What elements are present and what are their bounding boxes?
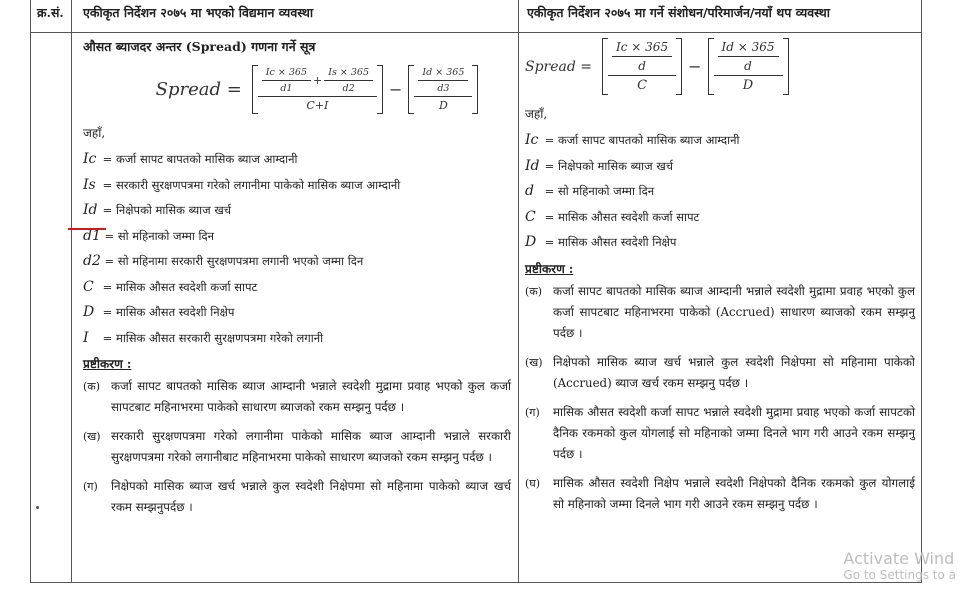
formula-lhs: Spread =: [525, 58, 593, 75]
spread-formula: [525, 38, 915, 95]
definition-item: d = सो महिनाको जम्मा दिन: [525, 183, 655, 199]
column-divider: [71, 0, 72, 582]
outer-fraction: [714, 40, 783, 93]
ic-term: Ic × 365: [612, 40, 672, 57]
activate-line-2: Go to Settings to a: [843, 568, 956, 582]
header-divider: [31, 32, 921, 33]
minus-sign: −: [389, 80, 403, 99]
formula-title: औसत ब्याजदर अन्तर (Spread) गणना गर्ने सूत्र: [83, 39, 316, 54]
formula-bracket: [252, 65, 383, 114]
ic-term: Ic × 365: [262, 67, 311, 81]
where-label: जहाँ,: [83, 126, 106, 140]
amended-provision: [525, 38, 915, 523]
definition-item: d2 = सो महिनामा सरकारी सुरक्षणपत्रमा लगानी भएको जम्मा दिन: [83, 253, 364, 269]
id-term: Id × 365: [718, 40, 779, 57]
definition-item: D = मासिक औसत स्वदेशी निक्षेप: [83, 304, 235, 320]
definition-item: Ic = कर्जा सापट बापतको मासिक ब्याज आम्दानी: [525, 132, 740, 148]
definition-item: Is = सरकारी सुरक्षणपत्रमा गरेको लगानीमा पाकेको मासिक ब्याज आम्दानी: [83, 176, 401, 193]
outer-fraction: [608, 40, 676, 93]
outer-fraction: [414, 67, 472, 112]
definition-item: I = मासिक औसत सरकारी सुरक्षणपत्रमा गरेको लगानी: [83, 329, 324, 346]
d-term: d: [638, 59, 646, 73]
d-term: d: [744, 59, 752, 73]
formula-bracket: [602, 38, 682, 95]
minus-sign: −: [688, 57, 702, 76]
definition-item: Id = निक्षेपको मासिक ब्याज खर्च: [83, 202, 232, 218]
clarification-item: (ग) मासिक औसत स्वदेशी कर्जा सापट भन्नाले स्वदेशी मुद्रामा प्रवाह भएको कर्जा सापटको दैनिक रकमको कुल योगलाई सो महिनाको जम्मा दिनले भाग गरी आउने रकम सम्झनु पर्दछ ।: [525, 404, 915, 461]
clarification-heading: प्रष्टीकरण :: [83, 357, 132, 371]
definition-item: C = मासिक औसत स्वदेशी कर्जा सापट: [525, 208, 700, 225]
definition-list: [525, 128, 915, 256]
clarification-item: (क) कर्जा सापट बापतको मासिक ब्याज आम्दानी भन्नाले स्वदेशी मुद्रामा प्रवाह भएको कुल कर्जा सापटबाट महिनाभरमा पाकेको (Accrued) साधारण ब्याजको रकम सम्झनु पर्दछ ।: [525, 283, 915, 340]
clarification-list: [83, 376, 511, 518]
id-term: Id × 365: [418, 67, 468, 81]
formula-bracket: [708, 38, 789, 95]
plus-sign: +: [313, 74, 323, 87]
activate-line-1: Activate Wind: [843, 549, 955, 568]
definition-item: C = मासिक औसत स्वदेशी कर्जा सापट: [83, 278, 258, 295]
formula-bracket: [408, 65, 478, 114]
definition-list: [83, 147, 511, 351]
column-divider: [518, 0, 519, 582]
definition-item: D = मासिक औसत स्वदेशी निक्षेप: [525, 234, 677, 250]
is-term: Is × 365: [324, 67, 373, 81]
definition-item: Ic = कर्जा सापट बापतको मासिक ब्याज आम्दानी: [83, 151, 298, 167]
red-underline-annotation: [68, 228, 106, 230]
scan-speck: [36, 506, 39, 509]
clarification-item: (ख) सरकारी सुरक्षणपत्रमा गरेको लगानीमा पाकेको मासिक ब्याज आम्दानी भन्नाले सरकारी सुरक्षणपत्रमा गरेको लगानीबाट महिनाभरमा पाकेको साधारण ब्याजको रकम सम्झनु पर्दछ ।: [83, 429, 511, 464]
d-term: D: [438, 99, 448, 112]
document-table: [30, 0, 922, 583]
where-label: जहाँ,: [525, 107, 548, 121]
d-term: D: [742, 78, 754, 93]
formula-lhs: Spread =: [155, 79, 242, 100]
clarification-item: (घ) मासिक औसत स्वदेशी निक्षेप भन्नाले स्वदेशी निक्षेपको दैनिक रकमको कुल योगलाई सो महिनाको जम्मा दिनले भाग गरी आउने रकम सम्झनु पर्दछ ।: [525, 475, 915, 511]
c-term: C: [637, 78, 648, 93]
clarification-heading: प्रष्टीकरण :: [525, 261, 574, 276]
header-sn: क्र.सं.: [37, 5, 64, 20]
d1-term: d1: [280, 83, 293, 94]
d2-term: d2: [342, 83, 355, 94]
header-amended: एकीकृत निर्देशन २०७५ मा गर्ने संशोधन/परिमार्जन/नयाँ थप व्यवस्था: [527, 5, 831, 20]
c-plus-i-term: C+I: [306, 99, 329, 112]
existing-provision: [83, 38, 511, 526]
clarification-list: [525, 281, 915, 515]
spread-formula: [123, 65, 511, 114]
definition-item: d1 = सो महिनाको जम्मा दिन: [83, 227, 214, 244]
header-existing: एकीकृत निर्देशन २०७५ मा भएको विद्यमान व्यवस्था: [83, 5, 314, 20]
clarification-item: (ख) निक्षेपको मासिक ब्याज खर्च भन्नाले कुल स्वदेशी निक्षेपमा सो महिनामा पाकेको (Accrued) ब्याज खर्च रकम सम्झनु पर्दछ ।: [525, 354, 915, 390]
activate-windows-watermark: [843, 549, 956, 582]
outer-fraction: [258, 67, 377, 112]
d3-term: d3: [437, 83, 450, 94]
definition-item: Id = निक्षेपको मासिक ब्याज खर्च: [525, 157, 674, 174]
clarification-item: (ग) निक्षेपको मासिक ब्याज खर्च भन्नाले कुल स्वदेशी निक्षेपमा सो महिनामा पाकेको ब्याज खर्च रकम सम्झनुपर्दछ ।: [83, 479, 511, 514]
clarification-item: (क) कर्जा सापट बापतको मासिक ब्याज आम्दानी भन्नाले स्वदेशी मुद्रामा प्रवाह भएको कुल कर्जा सापटबाट महिनाभरमा पाकेको साधारण ब्याजको रकम सम्झनु पर्दछ ।: [83, 379, 511, 414]
